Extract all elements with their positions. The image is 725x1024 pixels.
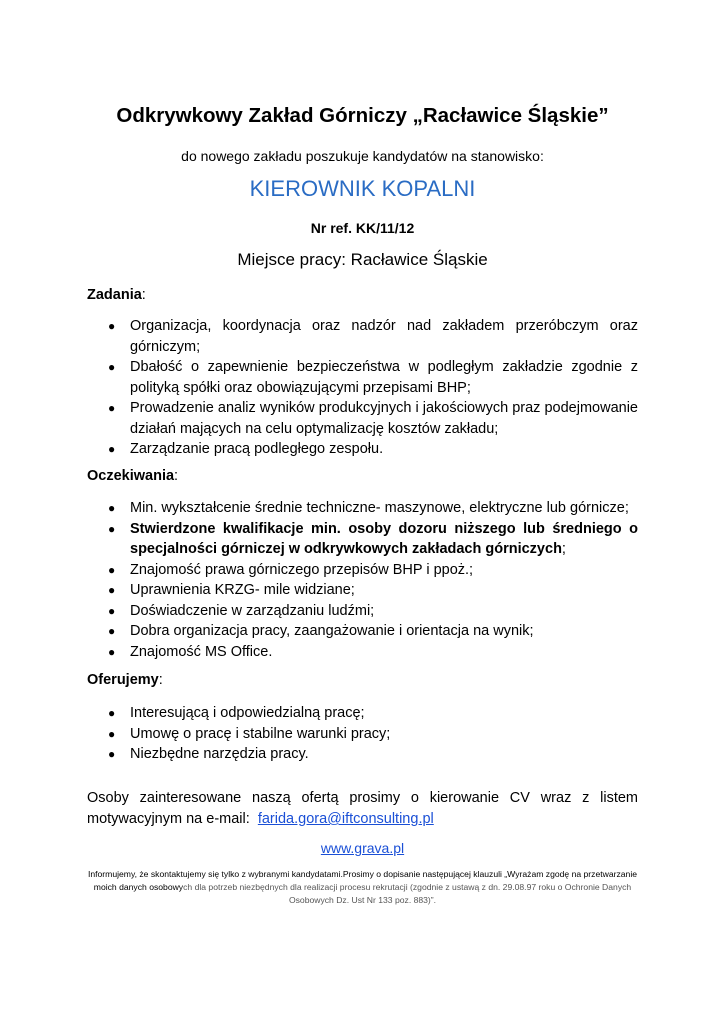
list-item: ● Znajomość MS Office. bbox=[87, 642, 638, 663]
bullet-icon: ● bbox=[108, 501, 116, 515]
bullet-icon: ● bbox=[108, 706, 116, 720]
list-item: ● Doświadczenie w zarządzaniu ludźmi; bbox=[87, 601, 638, 622]
list-item: ● Min. wykształcenie średnie techniczne- maszynowe, elektryczne lub górnicze; bbox=[87, 498, 638, 519]
reference-number: Nr ref. KK/11/12 bbox=[310, 220, 415, 236]
list-item: ● Znajomość prawa górniczego przepisów BHP i ppoż.; bbox=[87, 560, 638, 581]
list-item: ● Uprawnienia KRZG- mile widziane; bbox=[87, 580, 638, 601]
list-item: ● Niezbędne narzędzia pracy. bbox=[87, 744, 638, 765]
email-link[interactable]: farida.gora@iftconsulting.pl bbox=[257, 811, 434, 827]
privacy-footnote: Informujemy, że skontaktujemy się tylko z wybranymi kandydatami.Prosimy o dopisanie następującej klauzuli „Wyrażam zgodę na przetwarzanie moich danych osobowych dla potrzeb niezbędnych dla realizacji procesu rekrutacji (zgodnie z ustawą z dn. 29.08.97 roku o Ochronie Danych Osobowych Dz. Ust Nr 133 poz. 883)”. bbox=[87, 869, 638, 905]
offer-list bbox=[87, 703, 638, 765]
bullet-icon: ● bbox=[108, 562, 116, 577]
offer-heading: Oferujemy: bbox=[87, 672, 163, 688]
company-title: Odkrywkowy Zakład Górniczy „Racławice Śląskie” bbox=[116, 104, 609, 127]
bullet-icon: ● bbox=[108, 319, 116, 333]
bullet-icon: ● bbox=[108, 726, 116, 741]
bullet-icon: ● bbox=[108, 747, 116, 761]
bullet-icon: ● bbox=[108, 360, 116, 374]
list-item: ● Prowadzenie analiz wyników produkcyjnych i jakościowych praz podejmowanie działań mających na celu optymalizację kosztów zakładu; bbox=[108, 400, 638, 437]
requirements-list bbox=[87, 498, 638, 662]
bullet-icon: ● bbox=[108, 644, 116, 659]
position-title: KIEROWNIK KOPALNI bbox=[249, 176, 476, 201]
list-item: ● Organizacja, koordynacja oraz nadzór nad zakładem przeróbczym oraz górniczym; bbox=[108, 318, 638, 355]
tasks-heading: Zadania: bbox=[87, 287, 146, 303]
bullet-icon: ● bbox=[108, 521, 116, 536]
intro-text: do nowego zakładu poszukuje kandydatów na stanowisko: bbox=[181, 148, 544, 164]
list-item: ● Stwierdzone kwalifikacje min. osoby dozoru niższego lub średniego o specjalności górniczej w odkrywkowych zakładach górniczych; bbox=[108, 520, 638, 557]
bullet-icon: ● bbox=[108, 624, 116, 638]
list-item: ● Umowę o pracę i stabilne warunki pracy; bbox=[87, 724, 638, 745]
bullet-icon: ● bbox=[108, 583, 116, 597]
list-item: ● Dobra organizacja pracy, zaangażowanie i orientacja na wynik; bbox=[87, 621, 638, 642]
list-item: ● Zarządzanie pracą podległego zespołu. bbox=[87, 439, 638, 460]
bullet-icon: ● bbox=[108, 603, 116, 618]
workplace: Miejsce pracy: Racławice Śląskie bbox=[237, 250, 488, 269]
tasks-list bbox=[87, 316, 638, 460]
website-link[interactable]: www.grava.pl bbox=[320, 840, 405, 856]
website-line bbox=[0, 840, 725, 856]
contact-paragraph: Osoby zainteresowane naszą ofertą prosimy o kierowanie CV wraz z listem motywacyjnym na e-mail: farida.gora@iftconsulting.pl bbox=[87, 790, 638, 827]
list-item: ● Dbałość o zapewnienie bezpieczeństwa w podległym zakładzie zgodnie z polityką spółki oraz obowiązującymi przepisami BHP; bbox=[108, 359, 638, 396]
list-item: ● Interesującą i odpowiedzialną pracę; bbox=[87, 703, 638, 724]
bullet-icon: ● bbox=[108, 401, 116, 415]
requirements-heading: Oczekiwania: bbox=[87, 468, 179, 484]
bullet-icon: ● bbox=[108, 442, 116, 456]
